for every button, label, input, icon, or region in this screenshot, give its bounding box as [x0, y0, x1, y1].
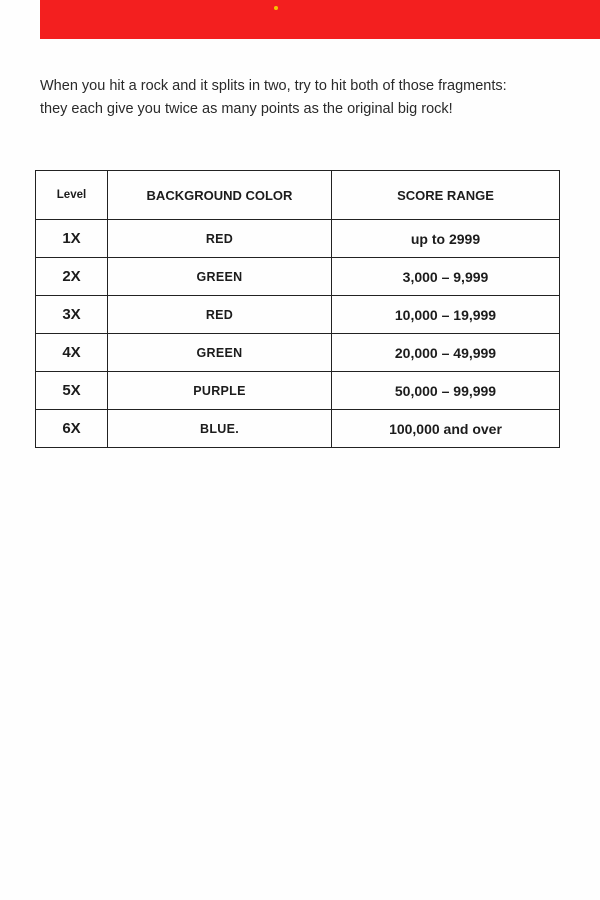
row-level: 3X [36, 296, 108, 334]
table-row [36, 296, 560, 334]
row-level: 6X [36, 410, 108, 448]
intro-line-2: they each give you twice as many points as the original big rock! [40, 101, 453, 117]
red-header-band [40, 0, 600, 39]
table-row [36, 220, 560, 258]
header-level: Level [36, 171, 108, 220]
table-row [36, 334, 560, 372]
row-score-range: 10,000 – 19,999 [332, 296, 560, 334]
row-background-color: PURPLE [108, 372, 332, 410]
row-score-range: 3,000 – 9,999 [332, 258, 560, 296]
row-background-color: GREEN [108, 334, 332, 372]
row-level: 4X [36, 334, 108, 372]
row-score-range: 100,000 and over [332, 410, 560, 448]
header-background-color: BACKGROUND COLOR [108, 171, 332, 220]
header-score-range: SCORE RANGE [332, 171, 560, 220]
band-dot [274, 6, 278, 10]
row-level: 5X [36, 372, 108, 410]
row-background-color: RED [108, 220, 332, 258]
row-background-color: GREEN [108, 258, 332, 296]
table-row [36, 410, 560, 448]
table-row [36, 258, 560, 296]
row-score-range: up to 2999 [332, 220, 560, 258]
intro-line-1: When you hit a rock and it splits in two, try to hit both of those fragments: [40, 78, 507, 94]
row-background-color: RED [108, 296, 332, 334]
row-background-color: BLUE. [108, 410, 332, 448]
level-score-table [35, 170, 560, 448]
row-score-range: 50,000 – 99,999 [332, 372, 560, 410]
table-header-row [36, 171, 560, 220]
row-score-range: 20,000 – 49,999 [332, 334, 560, 372]
table-row [36, 372, 560, 410]
intro-paragraph [40, 75, 570, 121]
row-level: 1X [36, 220, 108, 258]
row-level: 2X [36, 258, 108, 296]
